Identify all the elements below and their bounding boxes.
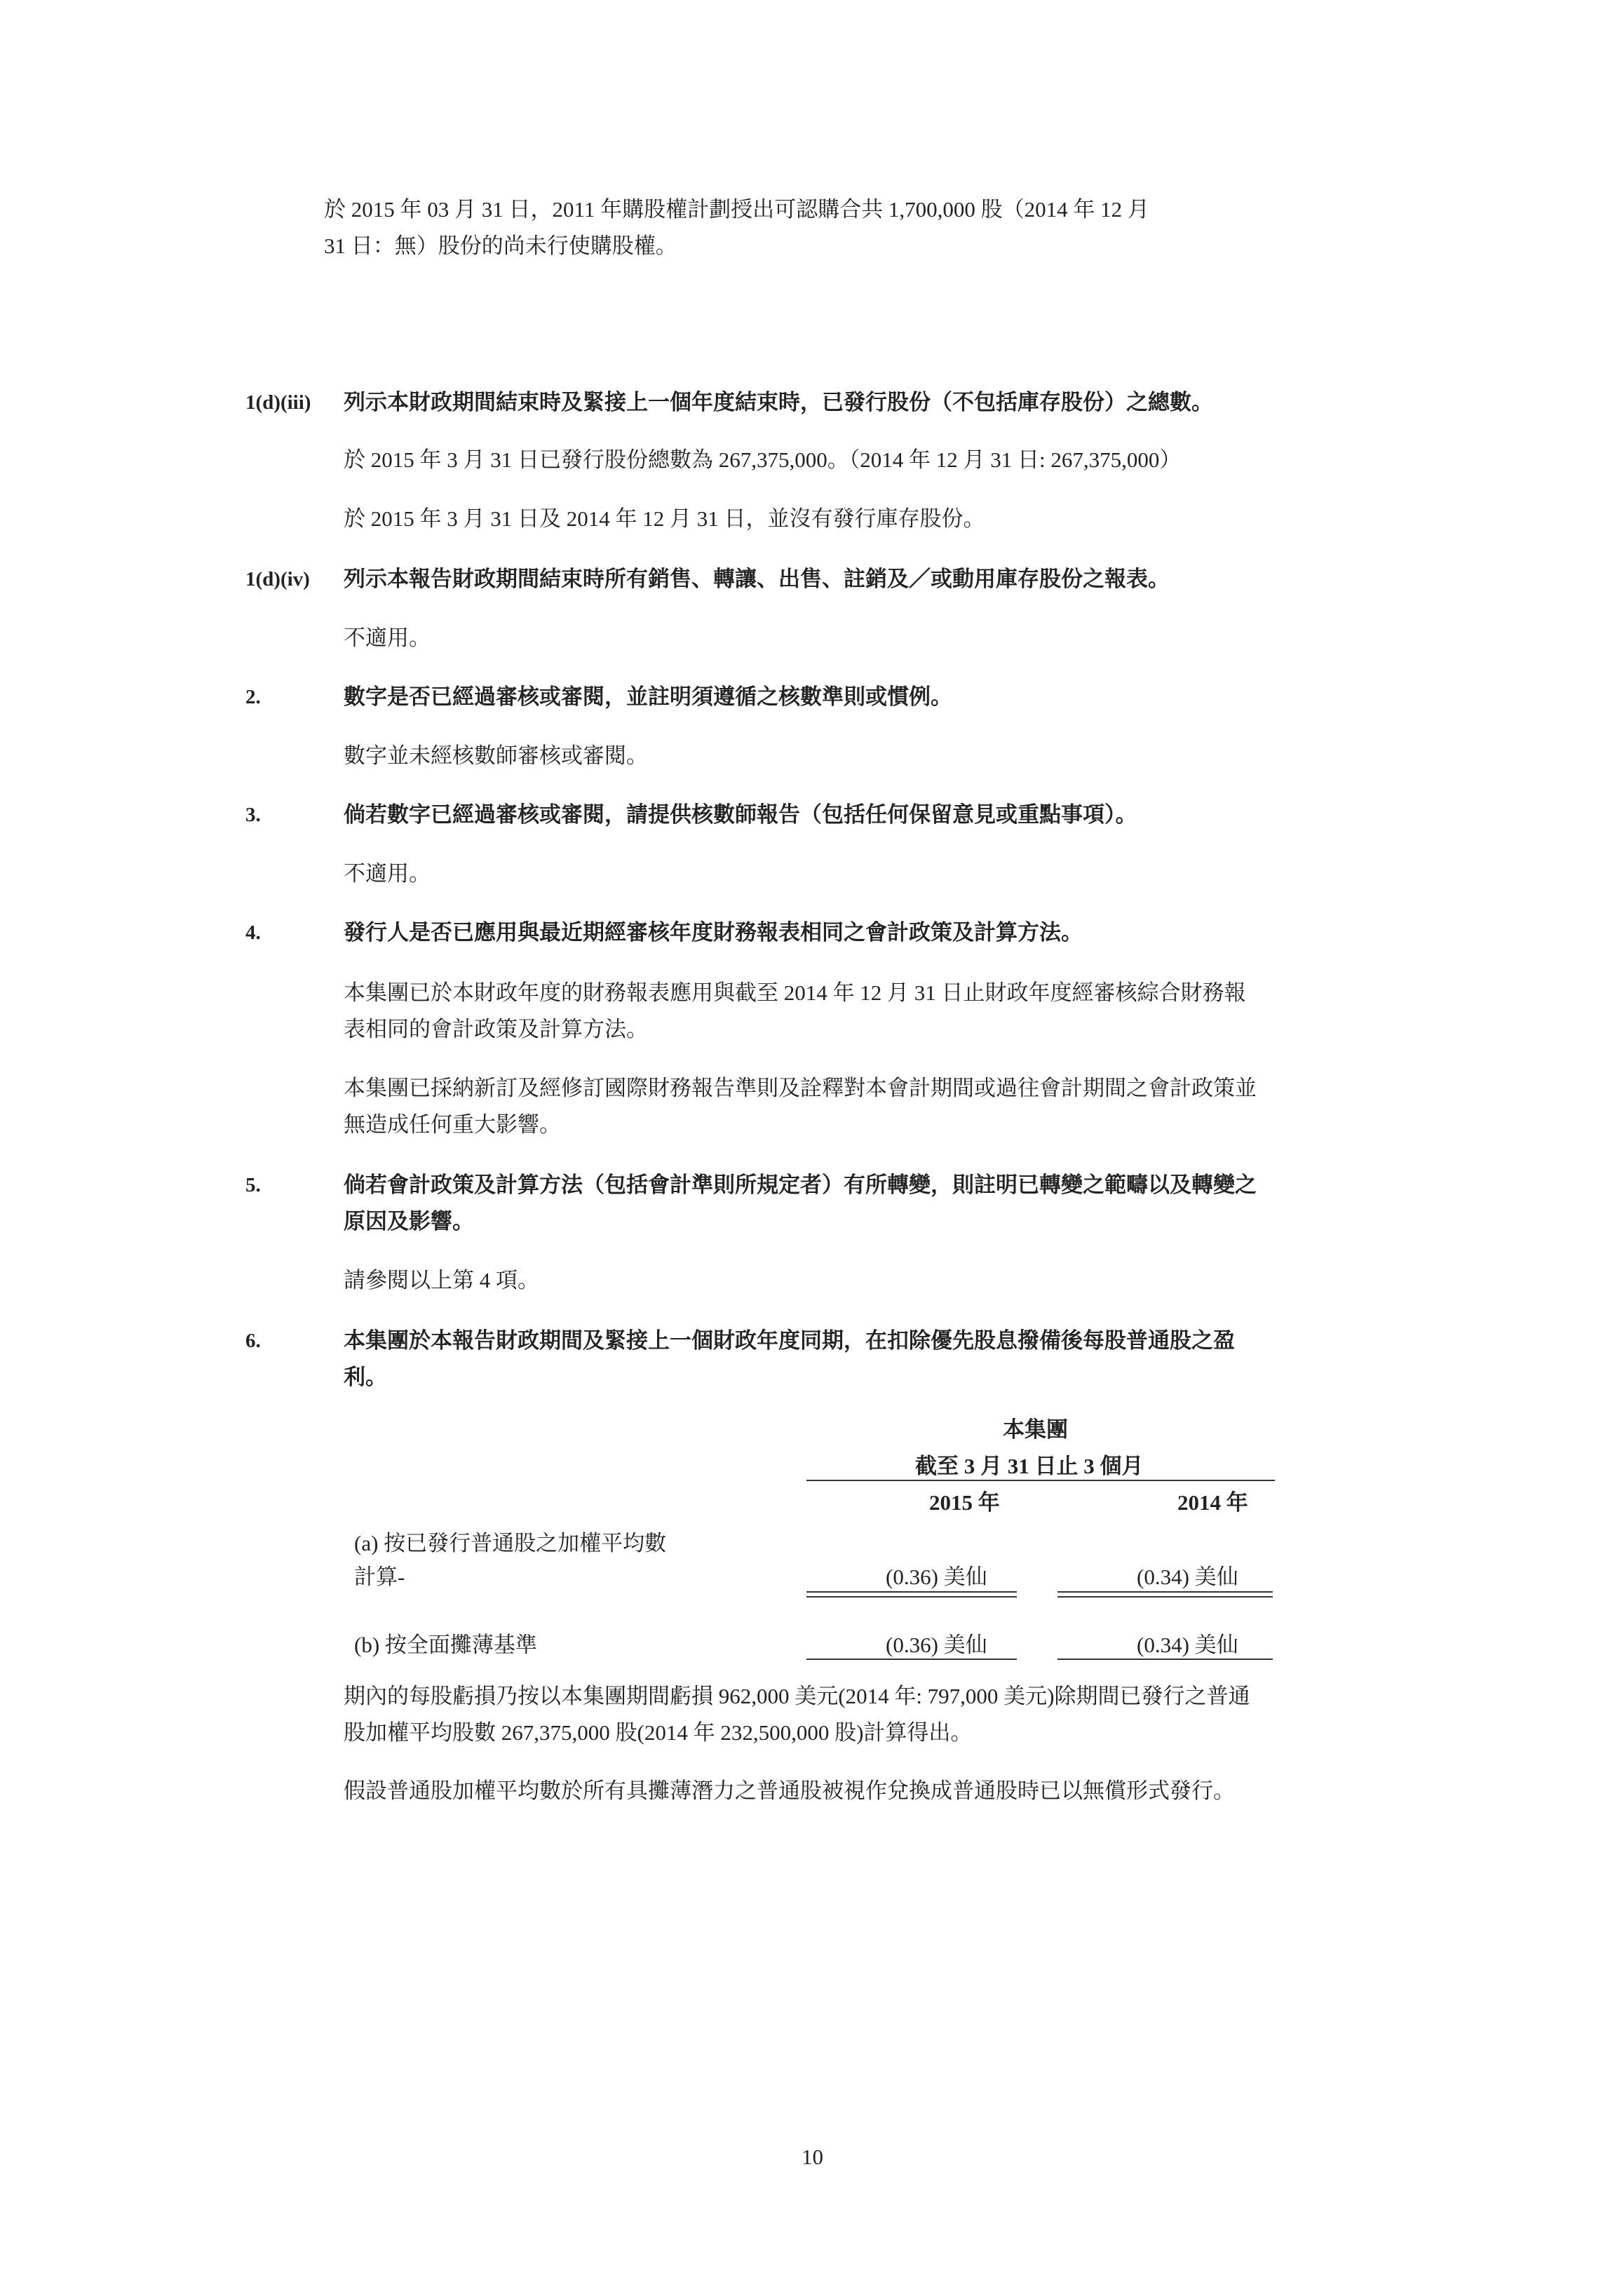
item-para-4-1b: 表相同的會計政策及計算方法。 (344, 1017, 648, 1041)
item-heading-6a: 本集團於本報告財政期間及緊接上一個財政年度同期，在扣除優先股息撥備後每股普通股之盈 (344, 1328, 1235, 1353)
item-number-5: 5. (245, 1174, 261, 1196)
eps-row-b-2015: (0.36) 美仙 (886, 1633, 987, 1657)
note-1-line-1: 期內的每股虧損乃按以本集團期間虧損 962,000 美元(2014 年: 797,000 美元)除期間已發行之普通 (344, 1684, 1250, 1708)
item-para-2-1: 數字並未經核數師審核或審閱。 (344, 743, 648, 768)
item-para-4-1a: 本集團已於本財政年度的財務報表應用與截至 2014 年 12 月 31 日止財政年度經審核綜合財務報 (344, 980, 1246, 1005)
item-heading-6b: 利。 (344, 1365, 387, 1389)
eps-row-b-label: (b) 按全面攤薄基準 (354, 1633, 537, 1657)
item-heading-2: 數字是否已經過審核或審閱，並註明須遵循之核數準則或慣例。 (344, 684, 952, 709)
page-number: 10 (802, 2145, 823, 2169)
eps-col-2015: 2015 年 (929, 1490, 1000, 1515)
item-number-1div: 1(d)(iv) (245, 568, 310, 590)
note-1-line-2: 股加權平均股數 267,375,000 股(2014 年 232,500,000 股)計算得出。 (344, 1720, 973, 1745)
item-para-1diii-1: 於 2015 年 3 月 31 日已發行股份總數為 267,375,000。（2014 年 12 月 31 日: 267,375,000） (344, 447, 1182, 472)
eps-row-a-2015: (0.36) 美仙 (886, 1565, 987, 1589)
eps-row-a-label-1: (a) 按已發行普通股之加權平均數 (354, 1531, 667, 1555)
intro-line-1: 於 2015 年 03 月 31 日，2011 年購股權計劃授出可認購合共 1,700,000 股（2014 年 12 月 (324, 197, 1149, 222)
intro-line-2: 31 日：無）股份的尚未行使購股權。 (324, 234, 677, 258)
item-heading-3: 倘若數字已經過審核或審閱，請提供核數師報告（包括任何保留意見或重點事項）。 (344, 802, 1137, 827)
item-number-6: 6. (245, 1330, 261, 1352)
item-heading-1diii: 列示本財政期間結束時及緊接上一個年度結束時，已發行股份（不包括庫存股份）之總數。 (344, 390, 1213, 414)
item-heading-1div: 列示本報告財政期間結束時所有銷售、轉讓、出售、註銷及／或動用庫存股份之報表。 (344, 567, 1170, 591)
item-para-5-1: 請參閱以上第 4 項。 (344, 1268, 539, 1292)
item-para-4-2b: 無造成任何重大影響。 (344, 1112, 561, 1137)
item-number-4: 4. (245, 921, 261, 944)
item-heading-5a: 倘若會計政策及計算方法（包括會計準則所規定者）有所轉變，則註明已轉變之範疇以及轉變之 (344, 1173, 1257, 1197)
eps-row-a-label-2: 計算- (354, 1565, 405, 1589)
eps-period-heading: 截至 3 月 31 日止 3 個月 (915, 1454, 1144, 1478)
item-para-3-1: 不適用。 (344, 861, 431, 886)
item-heading-5b: 原因及影響。 (344, 1209, 474, 1234)
item-para-4-2a: 本集團已採納新訂及經修訂國際財務報告準則及詮釋對本會計期間或過往會計期間之會計政策並 (344, 1076, 1257, 1100)
item-number-3: 3. (245, 804, 261, 826)
eps-row-a-2015-underline (806, 1591, 1017, 1598)
eps-col-2014: 2014 年 (1177, 1490, 1248, 1515)
note-2: 假設普通股加權平均數於所有具攤薄潛力之普通股被視作兌換成普通股時已以無償形式發行。 (344, 1778, 1235, 1803)
item-para-1div-1: 不適用。 (344, 626, 431, 650)
item-number-2: 2. (245, 686, 261, 708)
eps-row-a-2014: (0.34) 美仙 (1137, 1565, 1238, 1589)
eps-group-title: 本集團 (1003, 1417, 1068, 1442)
eps-row-a-2014-underline (1057, 1591, 1273, 1598)
eps-row-b-2015-underline (806, 1659, 1017, 1660)
eps-header-rule (806, 1480, 1275, 1481)
item-heading-4: 發行人是否已應用與最近期經審核年度財務報表相同之會計政策及計算方法。 (344, 920, 1083, 945)
eps-row-b-2014: (0.34) 美仙 (1137, 1633, 1238, 1657)
item-para-1diii-2: 於 2015 年 3 月 31 日及 2014 年 12 月 31 日，並沒有發行庫存股份。 (344, 506, 985, 531)
eps-row-b-2014-underline (1057, 1659, 1273, 1660)
item-number-1diii: 1(d)(iii) (245, 391, 311, 414)
